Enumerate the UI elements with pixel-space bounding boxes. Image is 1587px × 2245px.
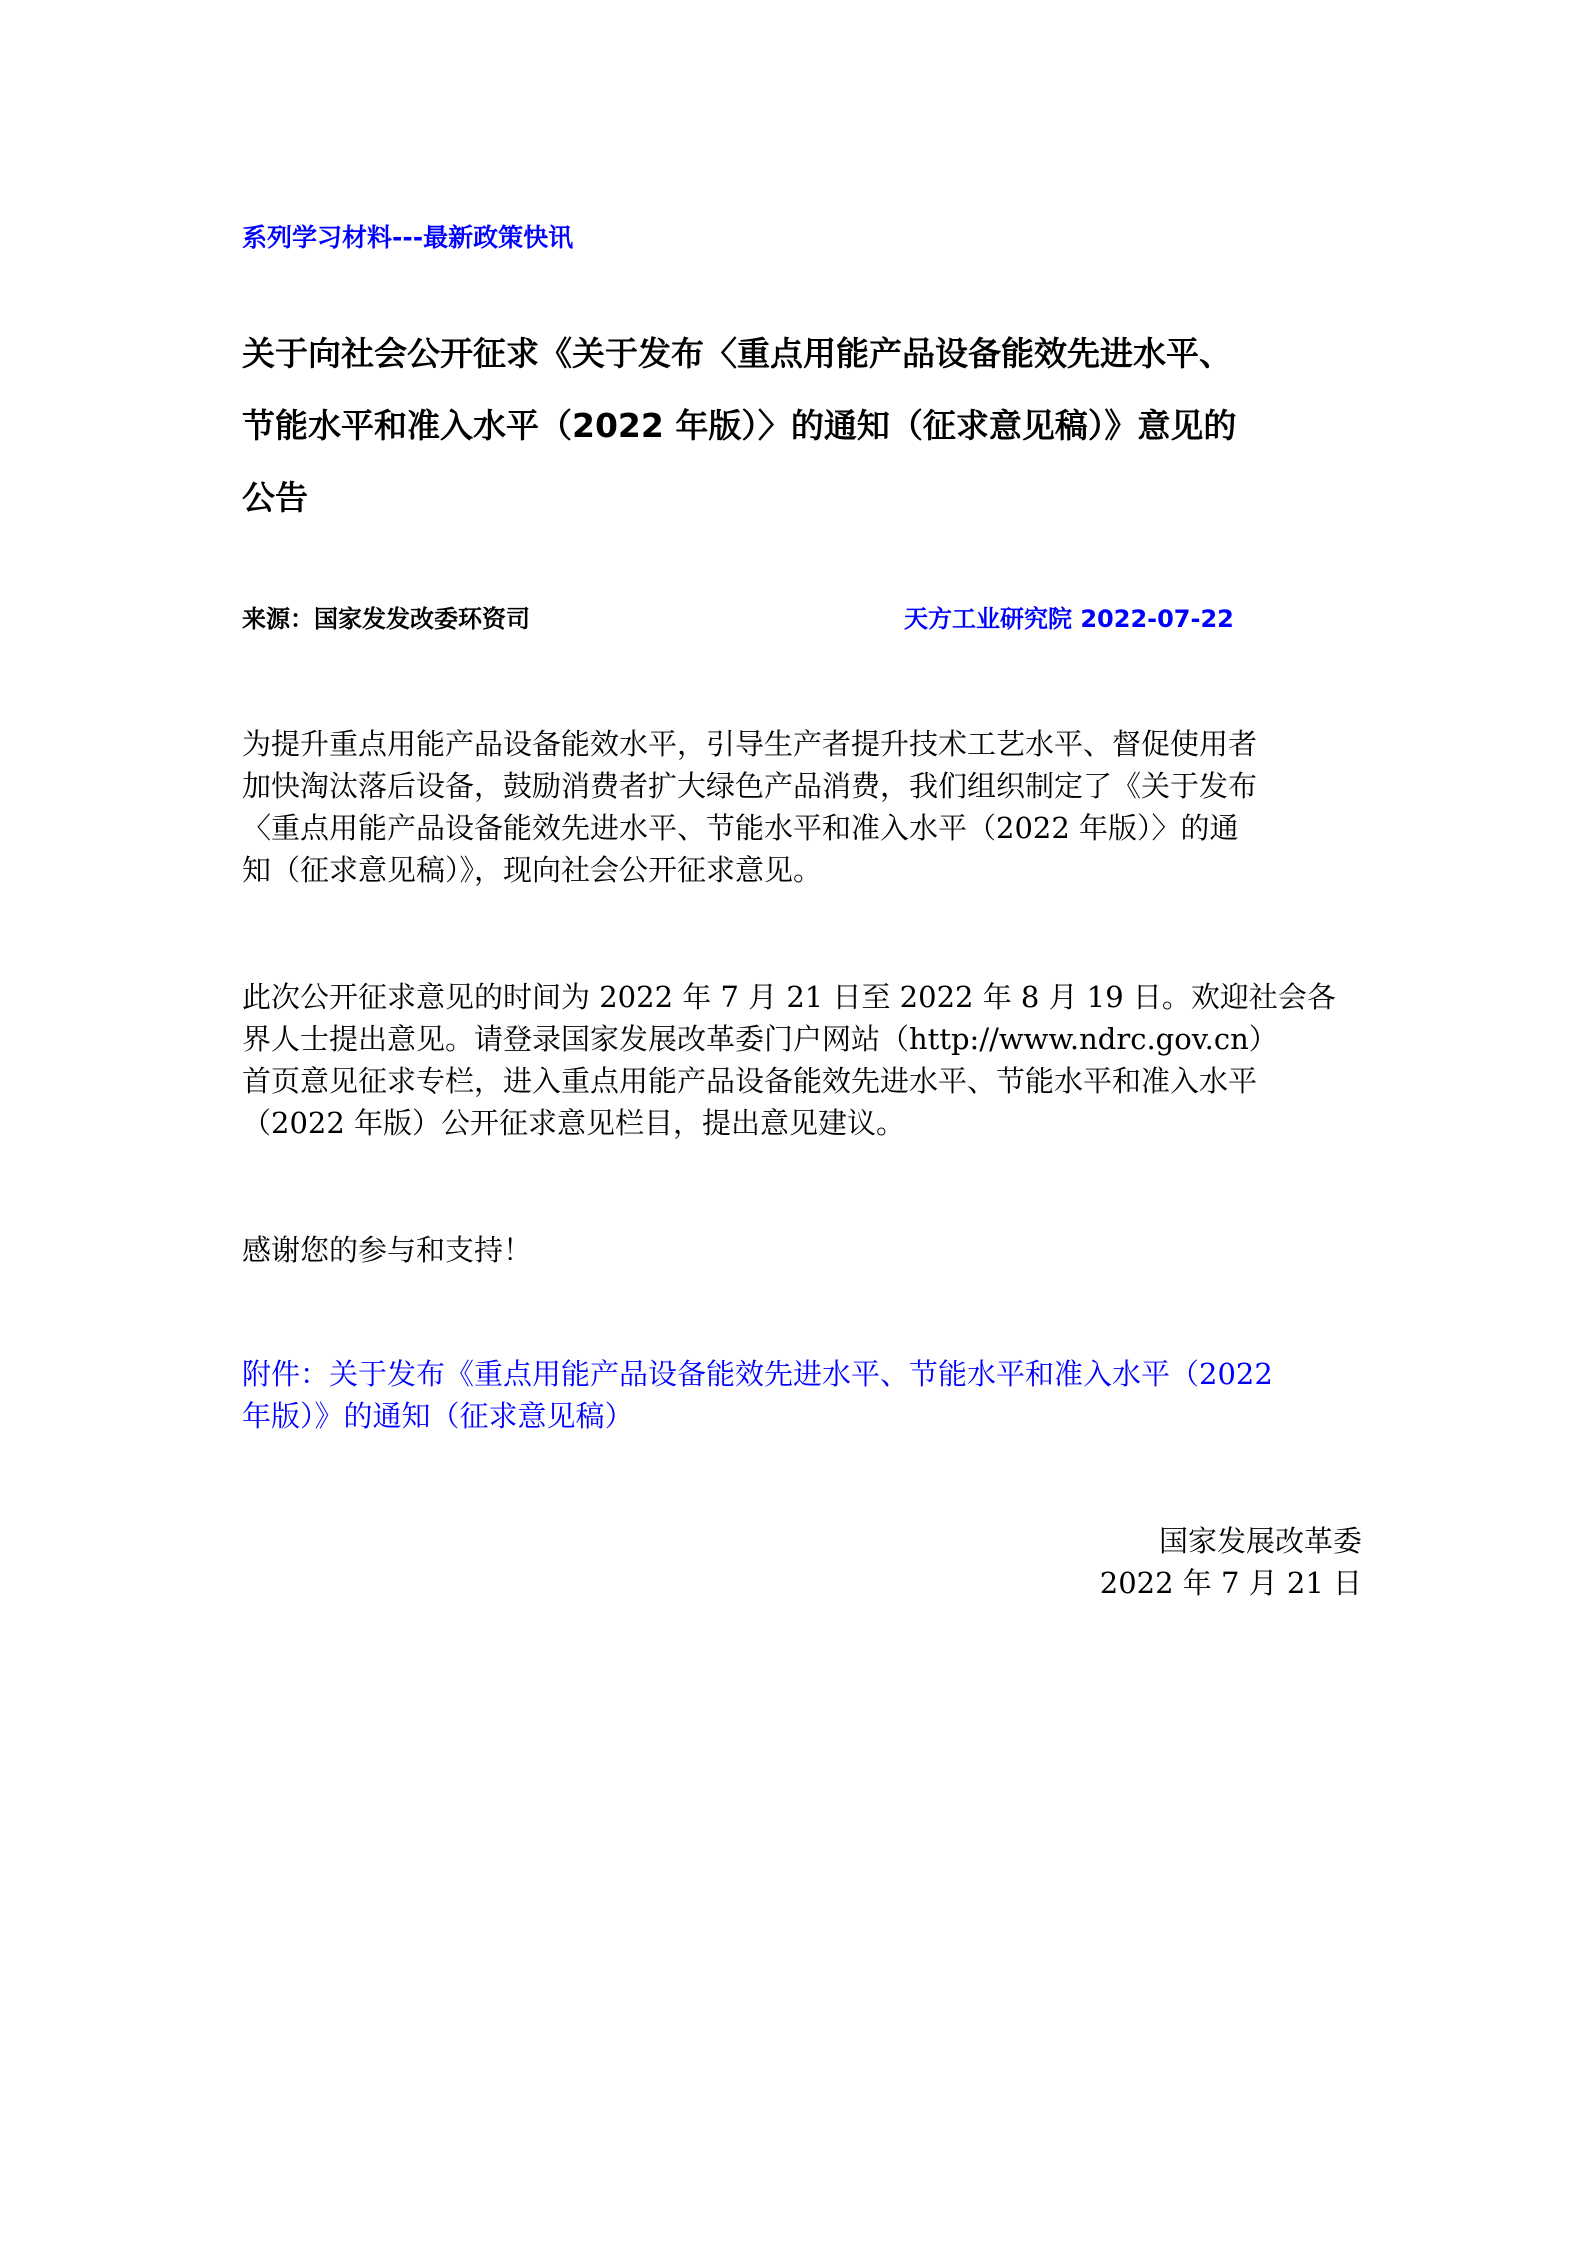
title-line: 关于向社会公开征求《关于发布〈重点用能产品设备能效先进水平、 [242,334,1232,373]
series-label: 系列学习材料---最新政策快讯 [242,223,574,252]
page-title [242,318,1362,534]
paragraph-line: 为提升重点用能产品设备能效水平，引导生产者提升技术工艺水平、督促使用者 [242,727,1258,761]
paragraph-line: 此次公开征求意见的时间为 2022 年 7 月 21 日至 2022 年 8 月 19 日。欢迎社会各 [242,980,1336,1014]
paragraph-consultation [242,976,1362,1144]
paragraph-line: 界人士提出意见。请登录国家发展改革委门户网站（http://www.ndrc.gov.cn） [242,1022,1278,1056]
institute-date-link[interactable]: 天方工业研究院 2022-07-22 [904,605,1234,633]
attachment-link[interactable] [242,1353,1362,1437]
thanks-text [242,1229,1362,1271]
signature-organization: 国家发展改革委 [1158,1524,1362,1558]
attachment-line[interactable]: 附件：关于发布《重点用能产品设备能效先进水平、节能水平和准入水平（2022 [242,1357,1273,1391]
paragraph-line: 加快淘汰落后设备，鼓励消费者扩大绿色产品消费，我们组织制定了《关于发布 [242,769,1258,803]
paragraph-line: （2022 年版）公开征求意见栏目，提出意见建议。 [242,1106,906,1140]
paragraph-line: 〈重点用能产品设备能效先进水平、节能水平和准入水平（2022 年版）〉的通 [242,811,1239,845]
title-line: 节能水平和准入水平（2022 年版）〉的通知（征求意见稿）》意见的 [242,406,1237,445]
paragraph-line: 首页意见征求专栏，进入重点用能产品设备能效先进水平、节能水平和准入水平 [242,1064,1258,1098]
paragraph-line: 感谢您的参与和支持！ [242,1233,533,1267]
paragraph-intro [242,723,1362,891]
attachment-line[interactable]: 年版）》的通知（征求意见稿） [242,1399,634,1433]
title-line: 公告 [242,478,308,517]
signature-block [1100,1520,1362,1604]
signature-date: 2022 年 7 月 21 日 [1099,1566,1362,1600]
source-label: 来源：国家发发改委环资司 [242,605,530,633]
paragraph-line: 知（征求意见稿）》，现向社会公开征求意见。 [242,853,823,887]
